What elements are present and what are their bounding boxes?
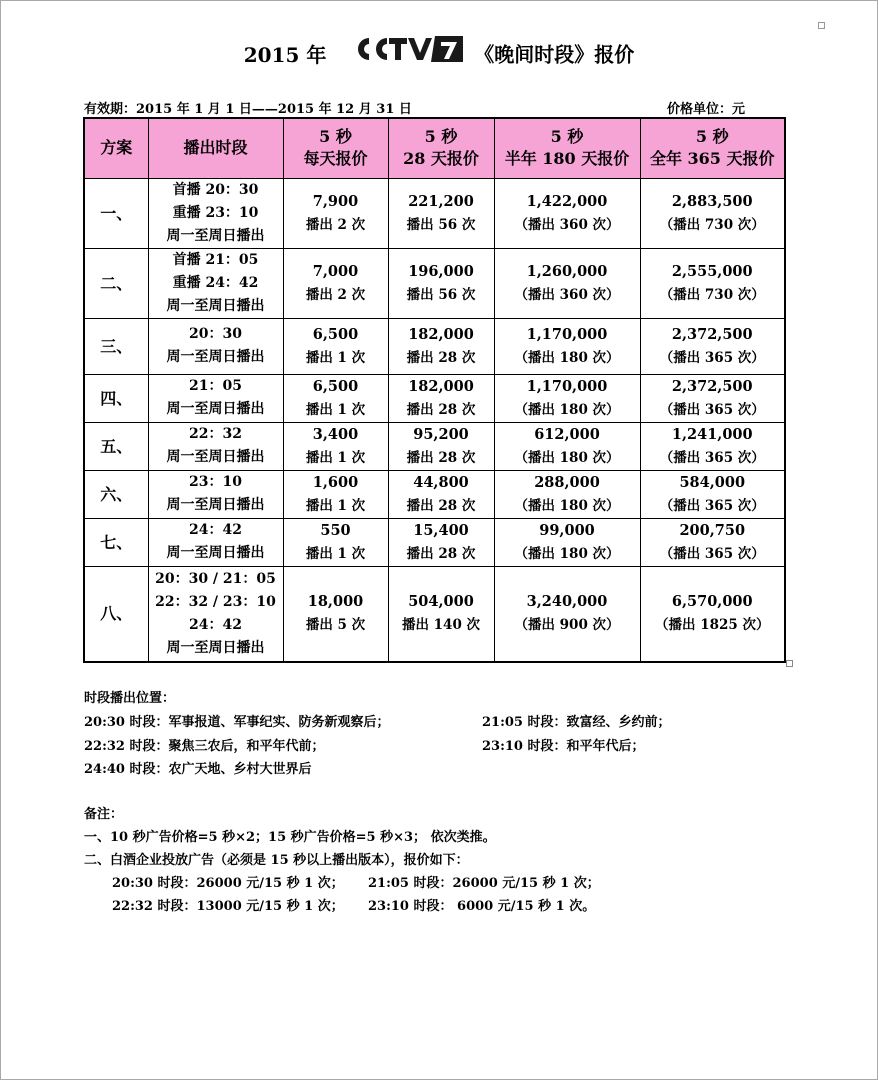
full-year-price-cell: 584,000 （播出 365 次） <box>640 470 785 518</box>
table-row <box>84 470 785 518</box>
28-day-price-cell: 504,000 播出 140 次 <box>388 566 494 662</box>
slot-cell: 24：42 周一至周日播出 <box>148 518 283 566</box>
table-row <box>84 422 785 470</box>
table-row <box>84 318 785 374</box>
half-year-price-cell: 1,260,000 （播出 360 次） <box>494 248 640 318</box>
corner-marker <box>818 22 825 29</box>
table-row <box>84 518 785 566</box>
slot-cell: 20：30 / 21：05 22：32 / 23：10 24：42 周一至周日播出 <box>148 566 283 662</box>
daily-price-cell: 18,000 播出 5 次 <box>283 566 388 662</box>
document-title <box>0 34 878 70</box>
full-year-price-cell: 2,372,500 （播出 365 次） <box>640 374 785 422</box>
full-year-price-cell: 2,883,500 （播出 730 次） <box>640 178 785 248</box>
liquor-price-line: 22:32 时段：13000 元/15 秒 1 次； 23:10 时段： 6000 元/15 秒 1 次。 <box>112 899 596 914</box>
plan-cell: 五、 <box>84 422 148 470</box>
slot-cell: 21：05 周一至周日播出 <box>148 374 283 422</box>
cctv7-logo <box>353 34 465 75</box>
header-half-year: 5 秒 半年 180 天报价 <box>494 118 640 178</box>
positions-line: 24:40 时段：农广天地、乡村大世界后 <box>84 762 312 777</box>
daily-price-cell: 7,000 播出 2 次 <box>283 248 388 318</box>
header-slot: 播出时段 <box>148 118 283 178</box>
header-full-year: 5 秒 全年 365 天报价 <box>640 118 785 178</box>
28-day-price-cell: 196,000 播出 56 次 <box>388 248 494 318</box>
remarks-heading: 备注： <box>84 807 124 822</box>
daily-price-cell: 1,600 播出 1 次 <box>283 470 388 518</box>
daily-price-cell: 3,400 播出 1 次 <box>283 422 388 470</box>
plan-cell: 六、 <box>84 470 148 518</box>
half-year-price-cell: 612,000 （播出 180 次） <box>494 422 640 470</box>
daily-price-cell: 6,500 播出 1 次 <box>283 374 388 422</box>
daily-price-cell: 6,500 播出 1 次 <box>283 318 388 374</box>
remark-item: 二、白酒企业投放广告（必须是 15 秒以上播出版本），报价如下： <box>84 853 469 868</box>
table-header-row <box>84 118 785 178</box>
table-row <box>84 374 785 422</box>
half-year-price-cell: 1,170,000 （播出 180 次） <box>494 374 640 422</box>
price-table <box>83 117 786 663</box>
half-year-price-cell: 99,000 （播出 180 次） <box>494 518 640 566</box>
plan-cell: 七、 <box>84 518 148 566</box>
half-year-price-cell: 1,170,000 （播出 180 次） <box>494 318 640 374</box>
full-year-price-cell: 2,555,000 （播出 730 次） <box>640 248 785 318</box>
28-day-price-cell: 182,000 播出 28 次 <box>388 318 494 374</box>
plan-cell: 一、 <box>84 178 148 248</box>
positions-line: 20:30 时段：军事报道、军事纪实、防务新观察后； 21:05 时段：致富经、乡约前； <box>84 715 671 730</box>
plan-cell: 八、 <box>84 566 148 662</box>
full-year-price-cell: 6,570,000 （播出 1825 次） <box>640 566 785 662</box>
table-resize-handle <box>786 660 793 667</box>
header-plan: 方案 <box>84 118 148 178</box>
half-year-price-cell: 288,000 （播出 180 次） <box>494 470 640 518</box>
full-year-price-cell: 200,750 （播出 365 次） <box>640 518 785 566</box>
slot-cell: 首播 21：05 重播 24：42 周一至周日播出 <box>148 248 283 318</box>
validity-period: 有效期：2015 年 1 月 1 日——2015 年 12 月 31 日 <box>84 102 412 117</box>
table-row <box>84 566 785 662</box>
half-year-price-cell: 1,422,000 （播出 360 次） <box>494 178 640 248</box>
positions-line: 22:32 时段：聚焦三农后，和平年代前； 23:10 时段：和平年代后； <box>84 739 645 754</box>
table-row <box>84 178 785 248</box>
28-day-price-cell: 221,200 播出 56 次 <box>388 178 494 248</box>
positions-heading: 时段播出位置： <box>84 691 176 706</box>
28-day-price-cell: 44,800 播出 28 次 <box>388 470 494 518</box>
title-program: 《晚间时段》报价 <box>474 42 635 67</box>
full-year-price-cell: 2,372,500 （播出 365 次） <box>640 318 785 374</box>
slot-cell: 20：30 周一至周日播出 <box>148 318 283 374</box>
liquor-price-line: 20:30 时段：26000 元/15 秒 1 次； 21:05 时段：26000 元/15 秒 1 次； <box>112 876 600 891</box>
full-year-price-cell: 1,241,000 （播出 365 次） <box>640 422 785 470</box>
28-day-price-cell: 15,400 播出 28 次 <box>388 518 494 566</box>
header-daily: 5 秒 每天报价 <box>283 118 388 178</box>
slot-cell: 23：10 周一至周日播出 <box>148 470 283 518</box>
plan-cell: 三、 <box>84 318 148 374</box>
daily-price-cell: 550 播出 1 次 <box>283 518 388 566</box>
remark-item: 一、10 秒广告价格=5 秒×2；15 秒广告价格=5 秒×3； 依次类推。 <box>84 830 496 845</box>
28-day-price-cell: 182,000 播出 28 次 <box>388 374 494 422</box>
28-day-price-cell: 95,200 播出 28 次 <box>388 422 494 470</box>
table-row <box>84 248 785 318</box>
plan-cell: 二、 <box>84 248 148 318</box>
plan-cell: 四、 <box>84 374 148 422</box>
header-28-days: 5 秒 28 天报价 <box>388 118 494 178</box>
price-unit: 价格单位：元 <box>667 102 746 117</box>
daily-price-cell: 7,900 播出 2 次 <box>283 178 388 248</box>
half-year-price-cell: 3,240,000 （播出 900 次） <box>494 566 640 662</box>
slot-cell: 22：32 周一至周日播出 <box>148 422 283 470</box>
title-year: 2015 年 <box>243 42 327 67</box>
slot-cell: 首播 20：30 重播 23：10 周一至周日播出 <box>148 178 283 248</box>
